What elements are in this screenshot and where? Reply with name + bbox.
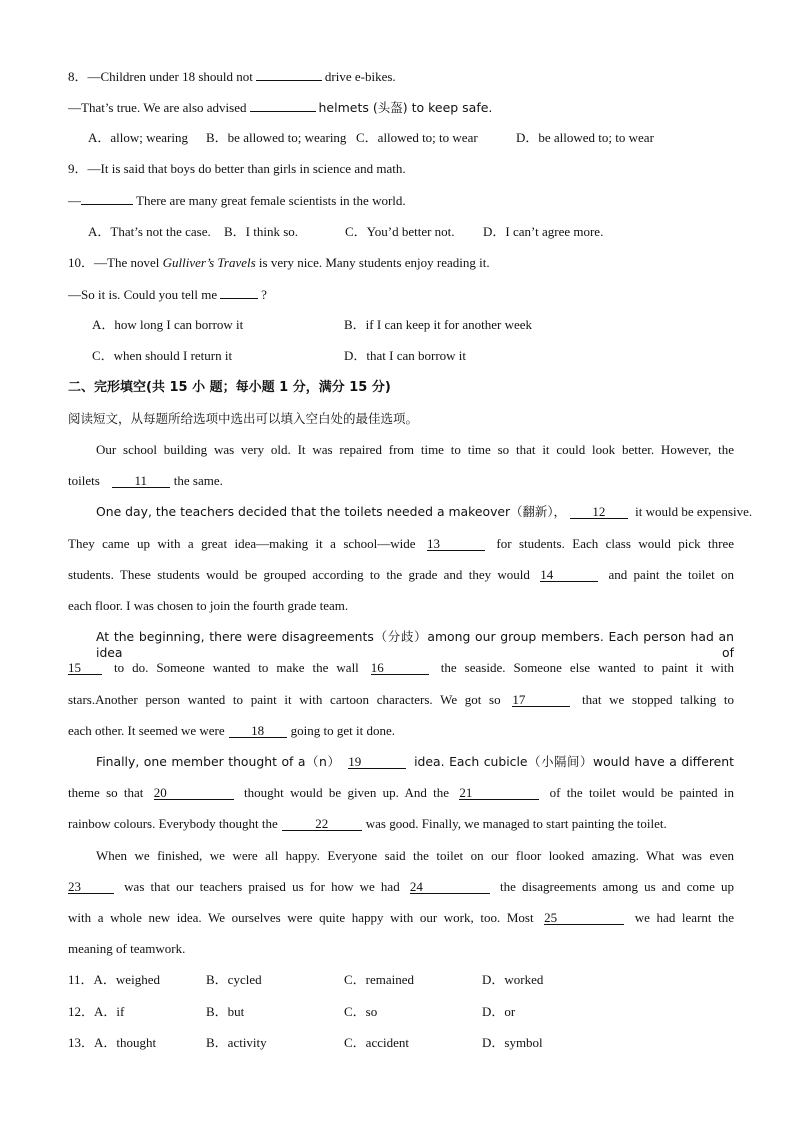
option-b[interactable]: B．I think so. [224, 224, 299, 239]
passage-text: stars.Another person wanted to paint it with cartoon characters. We got so [68, 692, 501, 707]
blank-24: 24 [410, 880, 490, 894]
answer-number-text: 11． [68, 972, 94, 987]
option-d[interactable]: D．be allowed to; to wear [516, 130, 654, 145]
option-b[interactable]: B．be allowed to; wearing [206, 130, 347, 145]
passage-text: They came up with a great idea—making it a school—wide [68, 536, 416, 551]
passage-text: the disagreements among us and come up [500, 879, 735, 894]
answer-blank [250, 99, 316, 112]
option-b[interactable]: B．cycled [206, 972, 262, 987]
passage-text: the seaside. Someone else wanted to paint it with [440, 660, 735, 675]
option-d[interactable]: D．I can’t agree more. [483, 224, 604, 239]
passage-text: going to get it done. [290, 723, 396, 738]
passage-text: students. These students would be grouped according to the grade and they would [68, 567, 530, 582]
answer-blank [256, 68, 322, 81]
answer-number-text: 13． [68, 1035, 95, 1050]
passage-text: each other. It seemed we were [68, 723, 225, 738]
blank-23: 23 [68, 880, 114, 894]
option-b[interactable]: B．activity [206, 1035, 267, 1050]
q9-text: — [68, 193, 81, 208]
blank-22: 22 [282, 817, 362, 831]
option-b[interactable]: B．but [206, 1004, 245, 1019]
passage-line [68, 692, 734, 708]
passage-line [68, 567, 734, 583]
passage-text: At the beginning, there were disagreements（分歧）among our group members. Each person had an idea of [96, 629, 734, 660]
option-a[interactable]: A．thought [94, 1035, 157, 1050]
option-b[interactable]: B．if I can keep it for another week [344, 317, 533, 332]
answer-number [68, 972, 160, 988]
passage-text: it would be expensive. [635, 504, 753, 519]
blank-19: 19 [348, 755, 406, 769]
option-a[interactable]: A．That’s not the case. [88, 224, 211, 239]
passage-text: was that our teachers praised us for how we had [124, 879, 400, 894]
passage-line [68, 723, 734, 739]
blank-14: 14 [540, 568, 598, 582]
passage-line [68, 879, 734, 895]
q8-text: —That’s true. We are also advised [68, 100, 247, 115]
passage-text: with a whole new idea. We ourselves were quite happy with our work, too. Most [68, 910, 534, 925]
passage-line [68, 816, 734, 832]
q9-text: There are many great female scientists in the world. [136, 193, 406, 208]
blank-21: 21 [459, 786, 539, 800]
passage-text: thought would be given up. And the [244, 785, 450, 800]
option-d[interactable]: D．that I can borrow it [344, 348, 467, 363]
section-instruction: 阅读短文，从每题所给选项中选出可以填入空白处的最佳选项。 [68, 411, 419, 426]
q10-line2 [68, 286, 734, 303]
passage-line [96, 848, 734, 864]
option-d[interactable]: D．worked [482, 972, 544, 987]
q9-line1 [68, 161, 734, 177]
option-c[interactable]: C．when should I return it [92, 348, 233, 363]
passage-text: that we stopped talking to [582, 692, 735, 707]
q10-text: ? [261, 287, 267, 302]
q8-line1 [68, 68, 734, 85]
passage-text: we had learnt the [634, 910, 734, 925]
passage-text: When we finished, we were all happy. Everyone said the toilet on our floor looked amazing. What was even [96, 848, 734, 863]
passage-line: meaning of teamwork. [68, 941, 186, 956]
answer-number-text: 12． [68, 1004, 95, 1019]
passage-text: and paint the toilet on [608, 567, 735, 582]
q8-line2 [68, 99, 734, 116]
blank-11: 11 [112, 474, 170, 488]
passage-text: Finally, one member thought of a（n） [96, 754, 341, 769]
answer-number [68, 1004, 124, 1020]
q9-text: —It is said that boys do better than girls in science and math. [87, 161, 406, 176]
blank-18: 18 [229, 724, 287, 738]
option-a[interactable]: A．weighed [93, 972, 160, 987]
question-number: 9． [68, 161, 88, 176]
passage-line [68, 536, 734, 552]
question-number: 10． [68, 255, 95, 270]
passage-text: rainbow colours. Everybody thought the [68, 816, 278, 831]
q8-text: drive e-bikes. [324, 69, 396, 84]
option-c[interactable]: C．so [344, 1004, 378, 1019]
option-a[interactable]: A．if [94, 1004, 125, 1019]
passage-line [96, 442, 734, 458]
option-c[interactable]: C．remained [344, 972, 415, 987]
blank-12: 12 [570, 505, 628, 519]
q10-line1 [68, 255, 734, 271]
passage-line [68, 910, 734, 926]
passage-text: was good. Finally, we managed to start painting the toilet. [365, 816, 667, 831]
q9-line2 [68, 192, 734, 209]
passage-text: for students. Each class would pick three [496, 536, 735, 551]
option-d[interactable]: D．or [482, 1004, 516, 1019]
passage-line [68, 785, 734, 801]
option-a[interactable]: A．allow; wearing [88, 130, 189, 145]
passage-line: each floor. I was chosen to join the fourth grade team. [68, 598, 349, 613]
section-heading: 二、完形填空(共 15 小 题；每小题 1 分，满分 15 分) [68, 380, 391, 395]
q10-text: —The novel [94, 255, 160, 270]
answer-number [68, 1035, 156, 1051]
passage-text: to do. Someone wanted to make the wall [114, 660, 359, 675]
q8-text: —Children under 18 should not [87, 69, 253, 84]
passage-line [96, 504, 753, 520]
passage-text: idea. Each cubicle（小隔间）would have a different [414, 754, 734, 769]
q8-text: helmets (头盔) to keep safe. [318, 100, 493, 115]
passage-text: Our school building was very old. It was repaired from time to time so that it could look better. However, the [96, 442, 734, 457]
passage-line [68, 660, 734, 676]
passage-text: One day, the teachers decided that the toilets needed a makeover（翻新）， [96, 504, 566, 519]
blank-17: 17 [512, 693, 570, 707]
blank-15: 15 [68, 661, 102, 675]
blank-16: 16 [371, 661, 429, 675]
passage-text: theme so that [68, 785, 144, 800]
blank-20: 20 [154, 786, 234, 800]
blank-13: 13 [427, 537, 485, 551]
option-c[interactable]: C．accident [344, 1035, 409, 1050]
passage-line [96, 629, 734, 661]
passage-line [68, 473, 734, 489]
answer-blank [220, 286, 258, 299]
passage-text: toilets [68, 473, 100, 488]
passage-line [96, 754, 734, 770]
option-d[interactable]: D．symbol [482, 1035, 543, 1050]
passage-text: the same. [173, 473, 223, 488]
passage-text: of the toilet would be painted in [549, 785, 735, 800]
q10-text: —So it is. Could you tell me [68, 287, 218, 302]
q10-text: is very nice. Many students enjoy reading it. [258, 255, 490, 270]
blank-25: 25 [544, 911, 624, 925]
question-number: 8． [68, 69, 88, 84]
option-a[interactable]: A．how long I can borrow it [92, 317, 244, 332]
option-c[interactable]: C．You’d better not. [345, 224, 455, 239]
option-c[interactable]: C．allowed to; to wear [356, 130, 478, 145]
book-title: Gulliver’s Travels [162, 255, 256, 270]
answer-blank [81, 192, 133, 205]
